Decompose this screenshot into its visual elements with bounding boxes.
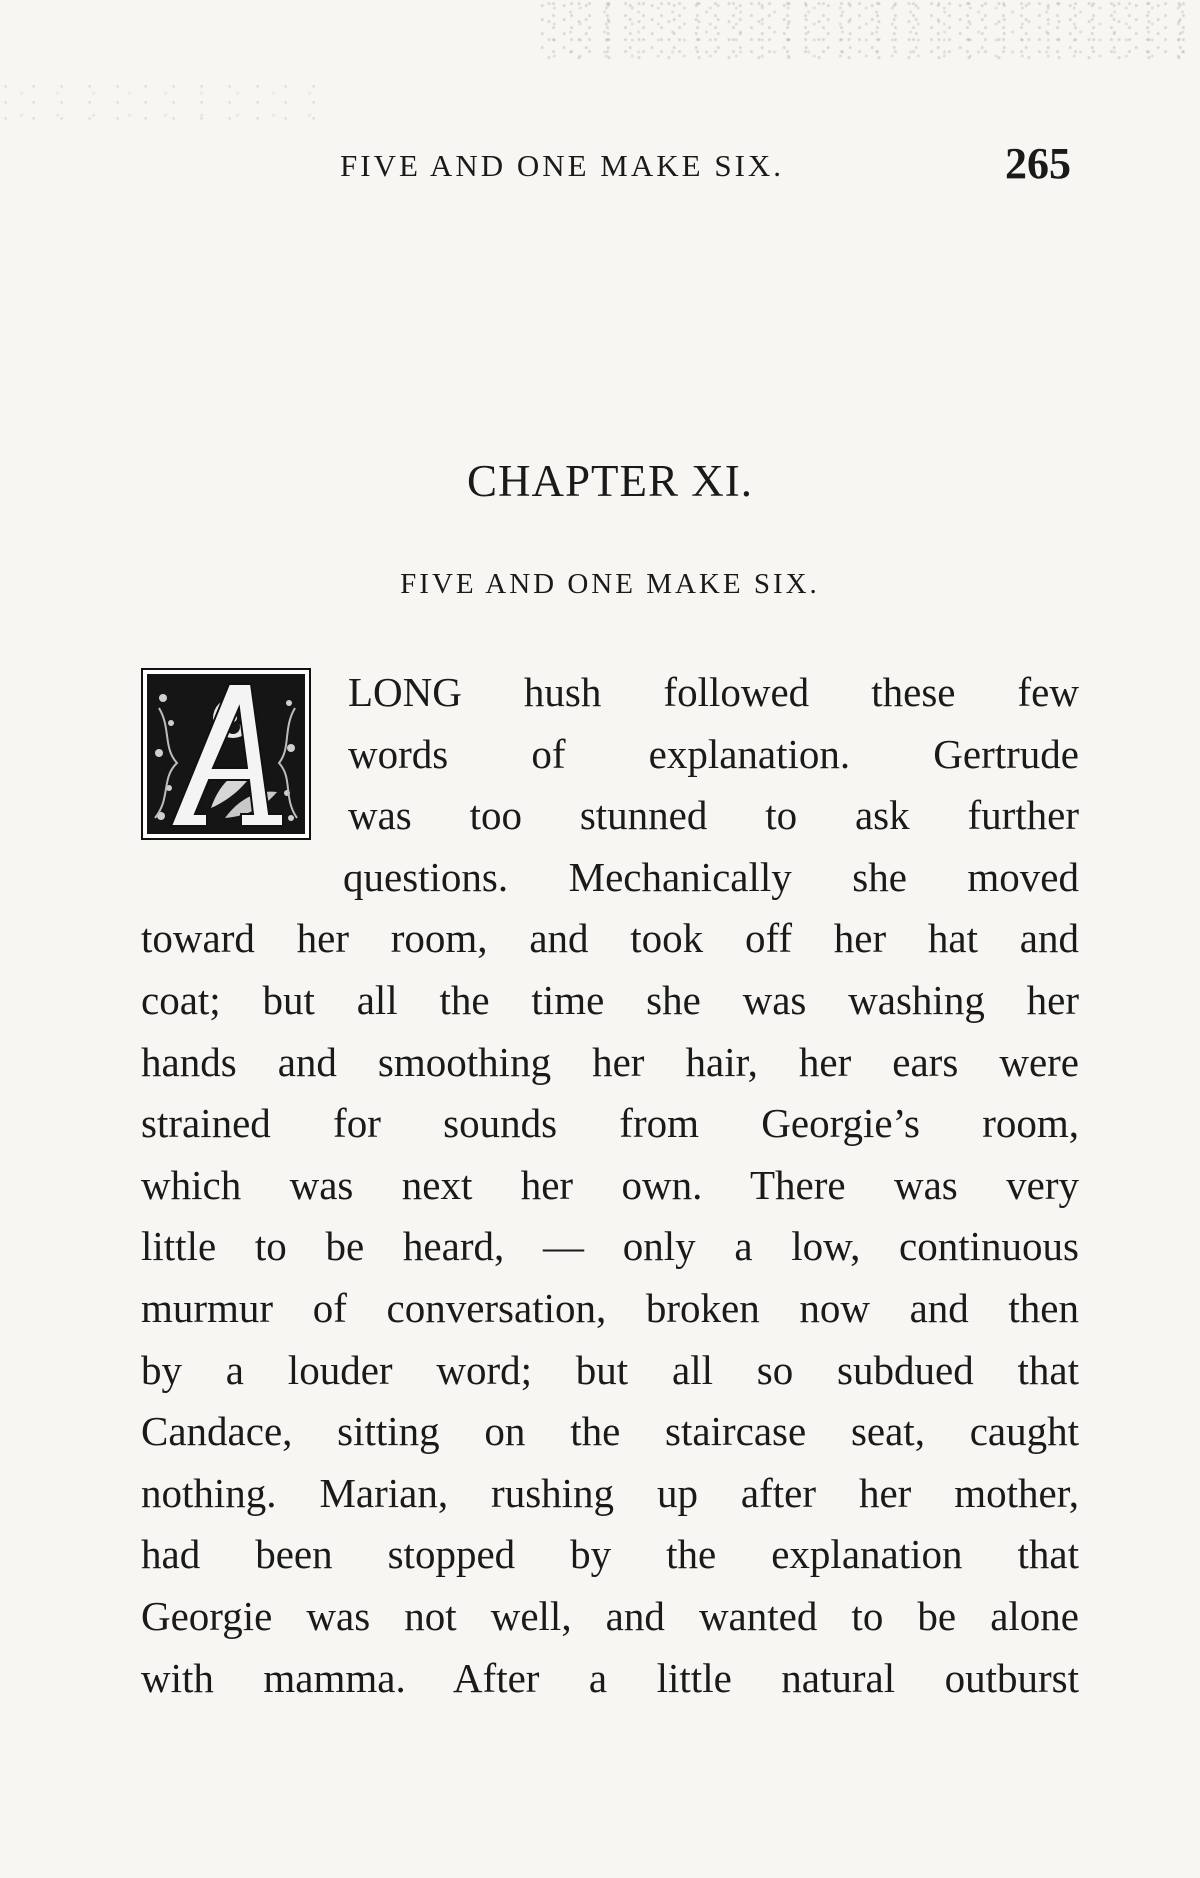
running-head: FIVE AND ONE MAKE SIX. bbox=[340, 148, 785, 183]
print-speckle-top-right bbox=[540, 0, 1200, 60]
text-line: little to be heard, — only a low, continuous bbox=[141, 1223, 1079, 1270]
text-line: murmur of conversation, broken now and then bbox=[141, 1284, 1079, 1331]
text-line: hands and smoothing her hair, her ears were bbox=[141, 1038, 1079, 1085]
text-line: coat; but all the time she was washing her bbox=[141, 976, 1079, 1023]
text-line: with mamma. After a little natural outburst bbox=[141, 1654, 1079, 1701]
body-text bbox=[141, 662, 1079, 1709]
svg-text:A: A bbox=[226, 783, 227, 784]
chapter-heading: CHAPTER XI. bbox=[466, 456, 753, 506]
page-number: 265 bbox=[1005, 139, 1071, 188]
text-line: was too stunned to ask further bbox=[348, 792, 1079, 839]
text-line: Candace, sitting on the staircase seat, caught bbox=[141, 1408, 1079, 1455]
text-line: Georgie was not well, and wanted to be alone bbox=[141, 1592, 1079, 1639]
print-speckle-top-left bbox=[0, 80, 340, 130]
text-line: toward her room, and took off her hat and bbox=[141, 915, 1079, 962]
text-line: nothing. Marian, rushing up after her mother, bbox=[141, 1469, 1079, 1516]
text-line: questions. Mechanically she moved bbox=[343, 853, 1079, 900]
chapter-subtitle: FIVE AND ONE MAKE SIX. bbox=[400, 568, 820, 600]
text-line: which was next her own. There was very bbox=[141, 1161, 1079, 1208]
text-line: strained for sounds from Georgie’s room, bbox=[141, 1100, 1079, 1147]
text-line: words of explanation. Gertrude bbox=[348, 730, 1079, 777]
text-line: LONG hush followed these few bbox=[348, 669, 1079, 715]
text-line: by a louder word; but all so subdued that bbox=[141, 1346, 1079, 1393]
text-line: had been stopped by the explanation that bbox=[141, 1531, 1079, 1578]
